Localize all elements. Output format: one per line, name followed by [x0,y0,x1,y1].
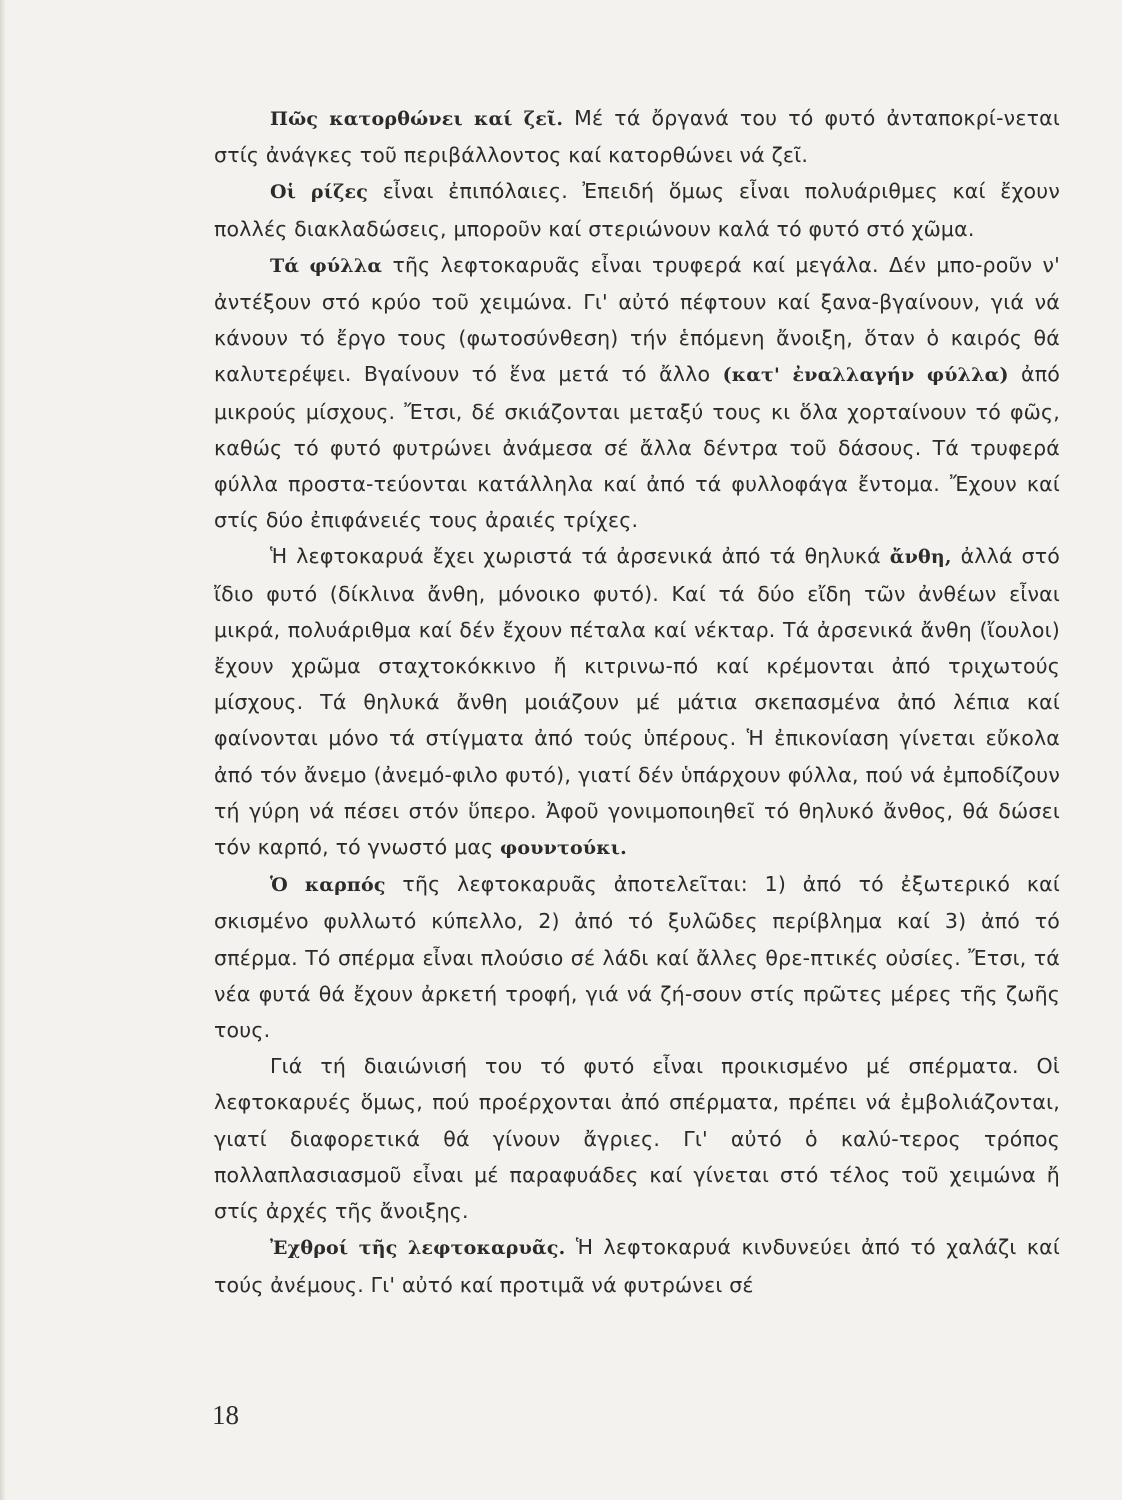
text-run: ἀπό μικρούς μίσχους. Ἔτσι, δέ σκιάζονται μεταξύ τους κι ὅλα χορταίνουν τό φῶς, καθώς τό φυτό φυτρώνει ἀνάμεσα σέ ἄλλα δέντρα τοῦ δάσους. Τά τρυφερά φύλλα προστα-τεύονται κατάλληλα καί ἀπό τά φυλλοφάγα ἔντομα. Ἔχουν καί στίς δύο ἐπιφάνειές τους ἀραιές τρίχες. [214,362,1061,533]
bold-term: Οἱ ρίζες [270,181,369,204]
bold-term: Ὁ καρπός [270,874,386,897]
paragraph [214,1229,1060,1302]
bold-term: Ἐχθροί τῆς λεφτοκαρυᾶς. [270,1237,566,1260]
text-run: τῆς λεφτοκαρυᾶς ἀποτελεῖται: 1) ἀπό τό ἐξωτερικό καί σκισμένο φυλλωτό κύπελλο, 2) ἀπό τό ξυλῶδες περίβλημα καί 3) ἀπό τό σπέρμα. Τό σπέρμα εἶναι πλούσιο σέ λάδι καί ἄλλες θρε-πτικές οὐσίες. Ἔτσι, τά νέα φυτά θά ἔχουν ἀρκετή τροφή, γιά νά ζή-σουν στίς πρῶτες μέρες τῆς ζωῆς τους. [214,872,1060,1043]
paragraph [214,247,1060,539]
bold-term: φουντούκι. [500,837,627,860]
bold-term: ἄνθη, [889,546,952,569]
text-run: Γιά τή διαιώνισή του τό φυτό εἶναι προικισμένο μέ σπέρματα. Οἱ λεφτοκαρυές ὅμως, πού προέρχονται ἀπό σπέρματα, πρέπει νά ἐμβολιάζονται, γιατί διαφορετικά θά γίνουν ἄγριες. Γι' αὐτό ὁ καλύ-τερος τρόπος πολλαπλασιασμοῦ εἶναι μέ παραφυάδες καί γίνεται στό τέλος τοῦ χειμώνα ἤ στίς ἀρχές τῆς ἄνοιξης. [214,1054,1060,1224]
text-run: εἶναι ἐπιπόλαιες. Ἐπειδή ὅμως εἶναι πολυάριθμες καί ἔχουν πολλές διακλαδώσεις, μποροῦν καί στεριώνουν καλά τό φυτό στό χῶμα. [214,179,1060,241]
text-run: ἀλλά στό ἴδιο φυτό (δίκλινα ἄνθη, μόνοικο φυτό). Καί τά δύο εἴδη τῶν ἀνθέων εἶναι μικρά, πολυάριθμα καί δέν ἔχουν πέταλα καί νέκταρ. Τά ἀρσενικά ἄνθη (ἴουλοι) ἔχουν χρῶμα σταχτοκόκκινο ἤ κιτρινω-πό καί κρέμονται ἀπό τριχωτούς μίσχους. Τά θηλυκά ἄνθη μοιάζουν μέ μάτια σκεπασμένα ἀπό λέπια καί φαίνονται μόνο τά στίγματα ἀπό τούς ὑπέρους. Ἡ ἐπικονίαση γίνεται εὔκολα ἀπό τόν ἄνεμο (ἀνεμό-φιλο φυτό), γιατί δέν ὑπάρχουν φύλλα, πού νά ἐμποδίζουν τή γύρη νά πέσει στόν ὕπερο. Ἀφοῦ γονιμοποιηθεῖ τό θηλυκό ἄνθος, θά δώσει τόν καρπό, τό γνωστό μας [214,544,1061,860]
paragraph [214,100,1060,173]
page-edge-shadow [0,0,6,1500]
text-run: τῆς λεφτοκαρυᾶς εἶναι τρυφερά καί μεγάλα. Δέν μπο-ροῦν ν' ἀντέξουν στό κρύο τοῦ χειμώνα. Γι' αὐτό πέφτουν καί ξανα-βγαίνουν, γιά νά κάνουν τό ἔργο τους (φωτοσύνθεση) τήν ἑπόμενη ἄνοιξη, ὅταν ὁ καιρός θά καλυτερέψει. Βγαίνουν τό ἕνα μετά τό ἄλλο [214,252,1060,387]
paragraph [214,173,1060,246]
paragraph [214,1048,1060,1229]
page-number: 18 [212,1400,239,1430]
text-run: Ἡ λεφτοκαρυά κινδυνεύει ἀπό τό χαλάζι καί τούς ἀνέμους. Γι' αὐτό καί προτιμᾶ νά φυτρώνει σέ [214,1235,1060,1297]
bold-term: Πῶς κατορθώνει καί ζεῖ. [270,108,564,130]
text-run: Μέ τά ὄργανά του τό φυτό ἀνταποκρί-νεται στίς ἀνάγκες τοῦ περιβάλλοντος καί κατορθώνει νά ζεῖ. [214,106,1060,168]
paragraph [214,866,1060,1048]
bold-term: Τά φύλλα [270,254,383,277]
body-text [214,100,1060,1303]
text-run: Ἡ λεφτοκαρυά ἔχει χωριστά τά ἀρσενικά ἀπό τά θηλυκά [270,544,890,569]
bold-term: (κατ' ἐναλλαγήν φύλλα) [722,364,1009,387]
paragraph [214,538,1060,866]
